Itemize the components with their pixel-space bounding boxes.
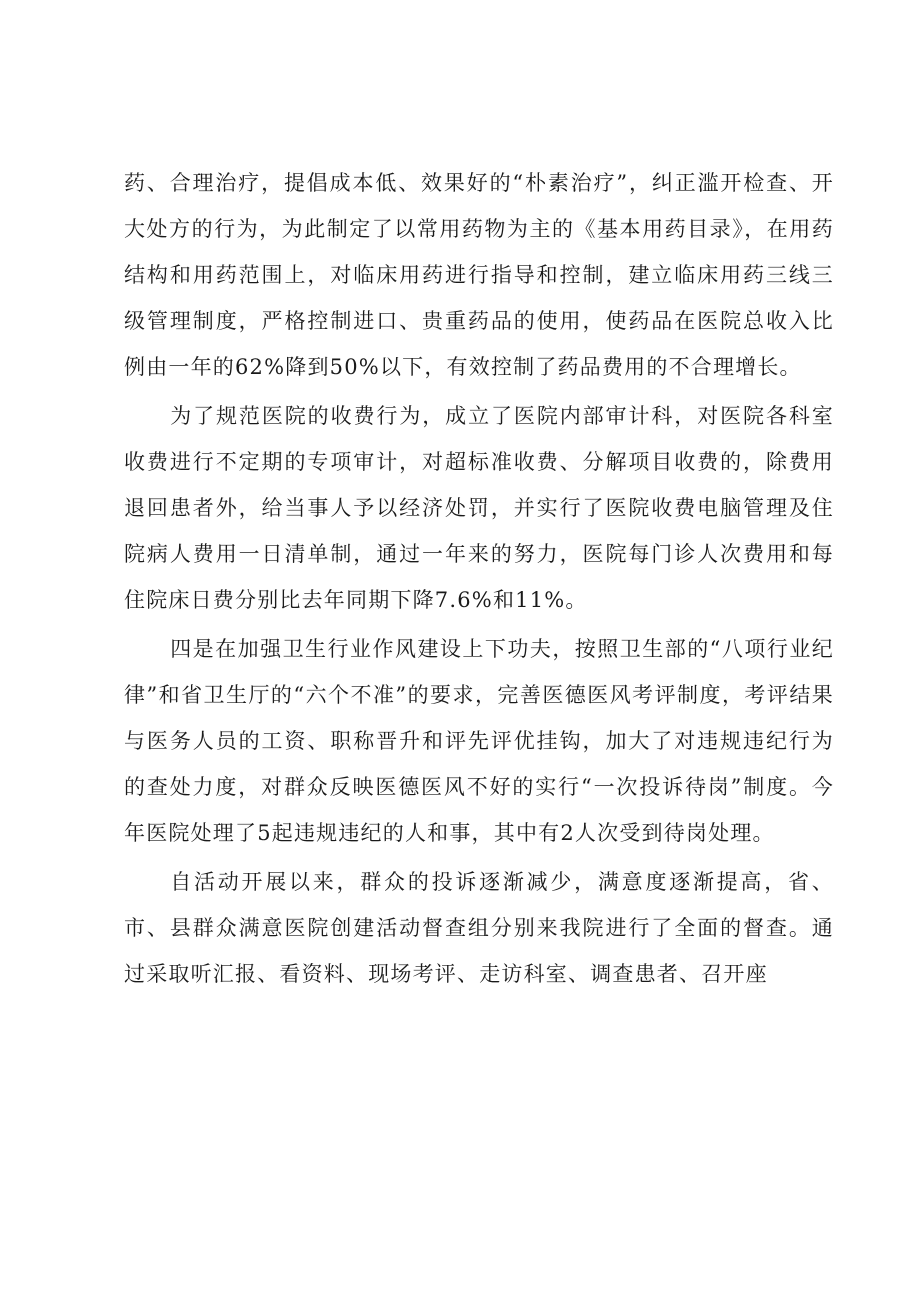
paragraph-conduct-building: 四是在加强卫生行业作风建设上下功夫，按照卫生部的“八项行业纪律”和省卫生厅的“六个不准”的要求，完善医德医风考评制度，考评结果与医务人员的工资、职称晋升和评先评优挂钩，加大了对违规违纪行为的查处力度，对群众反映医德医风不好的实行“一次投诉待岗”制度。今年医院处理了5起违规违纪的人和事，其中有2人次受到待岗处理。 [124,637,834,845]
paragraph-inspection-results: 自活动开展以来，群众的投诉逐渐减少，满意度逐渐提高，省、市、县群众满意医院创建活动督查组分别来我院进行了全面的督查。通过采取听汇报、看资料、现场考评、走访科室、调查患者、召开座 [124,870,834,986]
paragraph-fee-audit: 为了规范医院的收费行为，成立了医院内部审计科，对医院各科室收费进行不定期的专项审计，对超标准收费、分解项目收费的，除费用退回患者外，给当事人予以经济处罚，并实行了医院收费电脑管理及住院病人费用一日清单制，通过一年来的努力，医院每门诊人次费用和每住院床日费分别比去年同期下降7.6%和11%。 [124,404,834,612]
paragraph-drug-control: 药、合理治疗，提倡成本低、效果好的“朴素治疗”，纠正滥开检查、开大处方的行为，为此制定了以常用药物为主的《基本用药目录》，在用药结构和用药范围上，对临床用药进行指导和控制，建立临床用药三线三级管理制度，严格控制进口、贵重药品的使用，使药品在医院总收入比例由一年的62%降到50%以下，有效控制了药品费用的不合理增长。 [124,171,834,379]
document-body [124,160,834,997]
